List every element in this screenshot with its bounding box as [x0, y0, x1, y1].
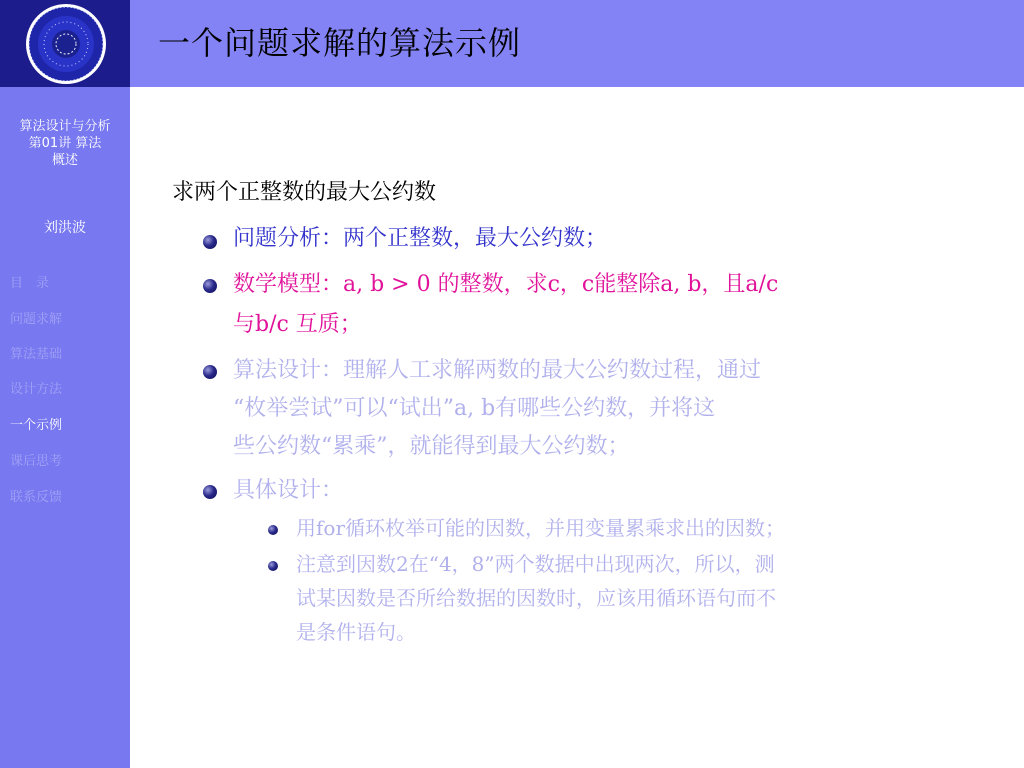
bullet-icon: [203, 235, 217, 249]
lecture-subtitle: 概述: [51, 153, 78, 168]
item-concrete-design: 具体设计：: [233, 478, 344, 503]
subitem-note-line2: 试某因数是否所给数据的因数时，应该用循环语句而不: [296, 586, 776, 610]
bullet-icon: [203, 485, 217, 499]
subitem-note-line1: 注意到因数2在“4，8”两个数据中出现两次，所以，测: [296, 552, 775, 576]
item-model-line1: 数学模型：a, b > 0 的整数，求c，c能整除a, b，且a/c: [233, 272, 779, 297]
item-design-line1: 算法设计：理解人工求解两数的最大公约数过程，通过: [233, 358, 762, 383]
nav-item-feedback[interactable]: 联系反馈: [10, 490, 63, 505]
subitem-for-loop: 用for循环枚举可能的因数，并用变量累乘求出的因数；: [296, 516, 786, 540]
slide-title: 一个问题求解的算法示例: [158, 24, 522, 62]
nav-item-homework[interactable]: 课后思考: [10, 454, 63, 469]
course-title: 算法设计与分析: [19, 119, 111, 134]
university-seal-logo: [25, 3, 107, 85]
header-bar: [130, 0, 1024, 87]
section-heading: 求两个正整数的最大公约数: [172, 180, 437, 205]
item-model-line2: 与b/c 互质；: [233, 312, 362, 337]
item-design-line3: 些公约数“累乘”，就能得到最大公约数；: [233, 434, 630, 459]
slide-content: [130, 87, 1024, 768]
nav-item-design-methods[interactable]: 设计方法: [10, 382, 63, 397]
sidebar: [0, 0, 130, 768]
sub-bullet-icon: [268, 561, 278, 571]
item-analysis: 问题分析：两个正整数，最大公约数；: [233, 226, 608, 251]
course-info: [8, 118, 122, 169]
bullet-icon: [203, 279, 217, 293]
bullet-icon: [203, 365, 217, 379]
nav-item-contents[interactable]: 目 录: [10, 276, 50, 291]
lecture-title: 第01讲 算法: [28, 136, 102, 151]
sub-bullet-icon: [268, 525, 278, 535]
subitem-note-line3: 是条件语句。: [296, 620, 416, 644]
nav-item-example[interactable]: 一个示例: [10, 418, 63, 433]
item-design-line2: “枚举尝试”可以“试出”a, b有哪些公约数，并将这: [233, 396, 716, 421]
logo-area: [0, 0, 130, 87]
nav-item-problem-solving[interactable]: 问题求解: [10, 312, 63, 327]
author-name: 刘洪波: [44, 220, 86, 236]
nav-item-algorithm-basics[interactable]: 算法基础: [10, 347, 63, 362]
